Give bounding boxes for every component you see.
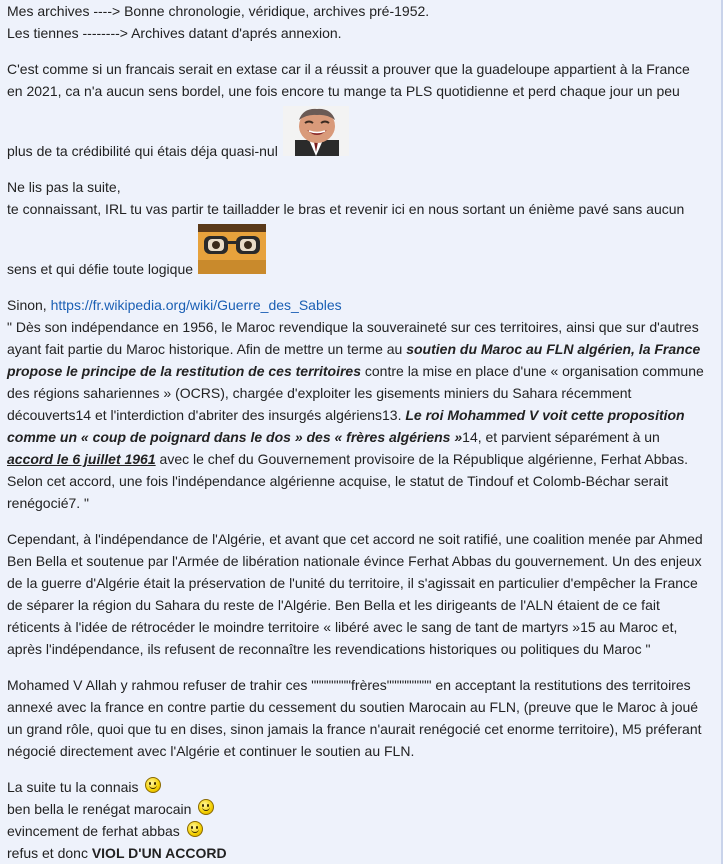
- para1-line-3: plus de ta crédibilité qui étais déja quasi-nul: [7, 143, 278, 159]
- para5-text: ben bella le renégat marocain: [7, 801, 196, 817]
- forum-post-body: [7, 0, 707, 864]
- para5-line-4: [7, 842, 707, 864]
- glasses-face-sticker: [198, 224, 266, 280]
- quote-text: contre la mise en place d'une « organisation commune: [361, 363, 704, 379]
- para3-line-3: de la guerre d'Algérie était la préservation de l'unité du territoire, il s'agissait en particulier d'empêcher la France: [7, 575, 698, 591]
- para3-line-6: après l'indépendance, ils refusent de reconnaître les revendications historiques ou politiques du Maroc ": [7, 641, 651, 657]
- quote-text: découverts14 et l'interdiction d'abriter des insurgés algériens13.: [7, 407, 406, 423]
- para2-line-1: Ne lis pas la suite,: [7, 179, 121, 195]
- para5-text: refus et donc: [7, 845, 92, 861]
- quote-text: 14, et parvient séparément à un: [462, 429, 660, 445]
- quote-line-3: [7, 360, 707, 382]
- wikipedia-link[interactable]: https://fr.wikipedia.org/wiki/Guerre_des_Sables: [50, 297, 342, 313]
- quote-line-6: [7, 426, 707, 448]
- quote-line-8: Selon cet accord, une fois l'indépendance algérienne acquise, le statut de Tindouf et Colomb-Béchar serait: [7, 473, 669, 489]
- quote-line-4: des régions sahariennes » (OCRS), chargée d'exploiter les gisements miniers du Sahara récemment: [7, 385, 632, 401]
- quote-emphasis: soutien du Maroc au FLN algérien, la France: [406, 341, 701, 357]
- para2-line-2: te connaissant, IRL tu vas partir te tailladder le bras et revenir ici en nous sortant un énième pavé sans aucun: [7, 201, 685, 217]
- intro-line-1: Mes archives ----> Bonne chronologie, véridique, archives pré-1952.: [7, 3, 430, 19]
- smiley-icon: [187, 821, 203, 837]
- para5-emphasis: VIOL D'UN ACCORD: [91, 845, 227, 861]
- quote-text: avec le chef du Gouvernement provisoire de la République algérienne, Ferhat Abbas.: [155, 451, 688, 467]
- para1-line-2: en 2021, ca n'a aucun sens bordel, une fois encore tu mange ta PLS quotidienne et perd chaque jour un peu: [7, 83, 680, 99]
- quote-line-5: [7, 404, 707, 426]
- para3-line-2: Ben Bella et soutenue par l'Armée de libération nationale évince Ferhat Abbas du gouvernement. Un des enjeux: [7, 553, 702, 569]
- quote-emphasis: comme un « coup de poignard dans le dos » des « frères algériens »: [7, 429, 463, 445]
- para3-line-5: réticents à l'idée de rétrocéder le moindre territoire « libéré avec le sang de tant de martyrs »15 au Maroc et,: [7, 619, 678, 635]
- laughing-man-sticker: [283, 106, 349, 162]
- para2-line-3: sens et qui défie toute logique: [7, 261, 194, 277]
- intro-line-2: Les tiennes --------> Archives datant d'aprés annexion.: [7, 25, 342, 41]
- quote-line-7: [7, 448, 707, 470]
- para3-line-1: Cependant, à l'indépendance de l'Algérie, et avant que cet accord ne soit ratifié, une coalition menée par Ahmed: [7, 531, 703, 547]
- smiley-icon: [198, 799, 214, 815]
- para4-line-4: négocié directement avec l'Algérie et continuer le soutien au FLN.: [7, 743, 415, 759]
- para5-line-2: [7, 798, 707, 820]
- para3-line-4: de séparer la région du Sahara du reste de l'Algérie. Ben Bella et les dirigeants de l'ALN étaient de ce fait: [7, 597, 660, 613]
- quote-emphasis: propose le principe de la restitution de ces territoires: [7, 363, 361, 379]
- quote-text: ayant fait partie du Maroc historique. Afin de mettre un terme au: [7, 341, 407, 357]
- source-line: [7, 294, 707, 316]
- smiley-icon: [145, 777, 161, 793]
- para4-line-2: annexé avec la france en contre partie du cessement du soutien Marocain au FLN, (preuve que le Maroc à joué: [7, 699, 699, 715]
- para5-text: La suite tu la connais: [7, 779, 143, 795]
- quote-emphasis: Le roi Mohammed V voit cette proposition: [405, 407, 685, 423]
- para5-line-1: [7, 776, 707, 798]
- para5-text: evincement de ferhat abbas: [7, 823, 184, 839]
- para5-line-3: [7, 820, 707, 842]
- quote-line-9: renégocié7. ": [7, 495, 90, 511]
- para1-line-1: C'est comme si un francais serait en extase car il a réussit a prouver que la guadeloupe appartient à la France: [7, 61, 690, 77]
- quote-line-1: " Dès son indépendance en 1956, le Maroc revendique la souveraineté sur ces territoires, ainsi que sur d'autres: [7, 319, 699, 335]
- source-prefix: Sinon,: [7, 297, 51, 313]
- quote-emphasis-underlined: accord le 6 juillet 1961: [7, 451, 156, 467]
- quote-line-2: [7, 338, 707, 360]
- para4-line-1: Mohamed V Allah y rahmou refuser de trahir ces """"""""frères""""""""" en acceptant la restitutions des territoires: [7, 677, 691, 693]
- para4-line-3: un grand rôle, quoi que tu en dises, sinon jamais la france n'aurait renégocié cet enorme territoire), M5 préferant: [7, 721, 702, 737]
